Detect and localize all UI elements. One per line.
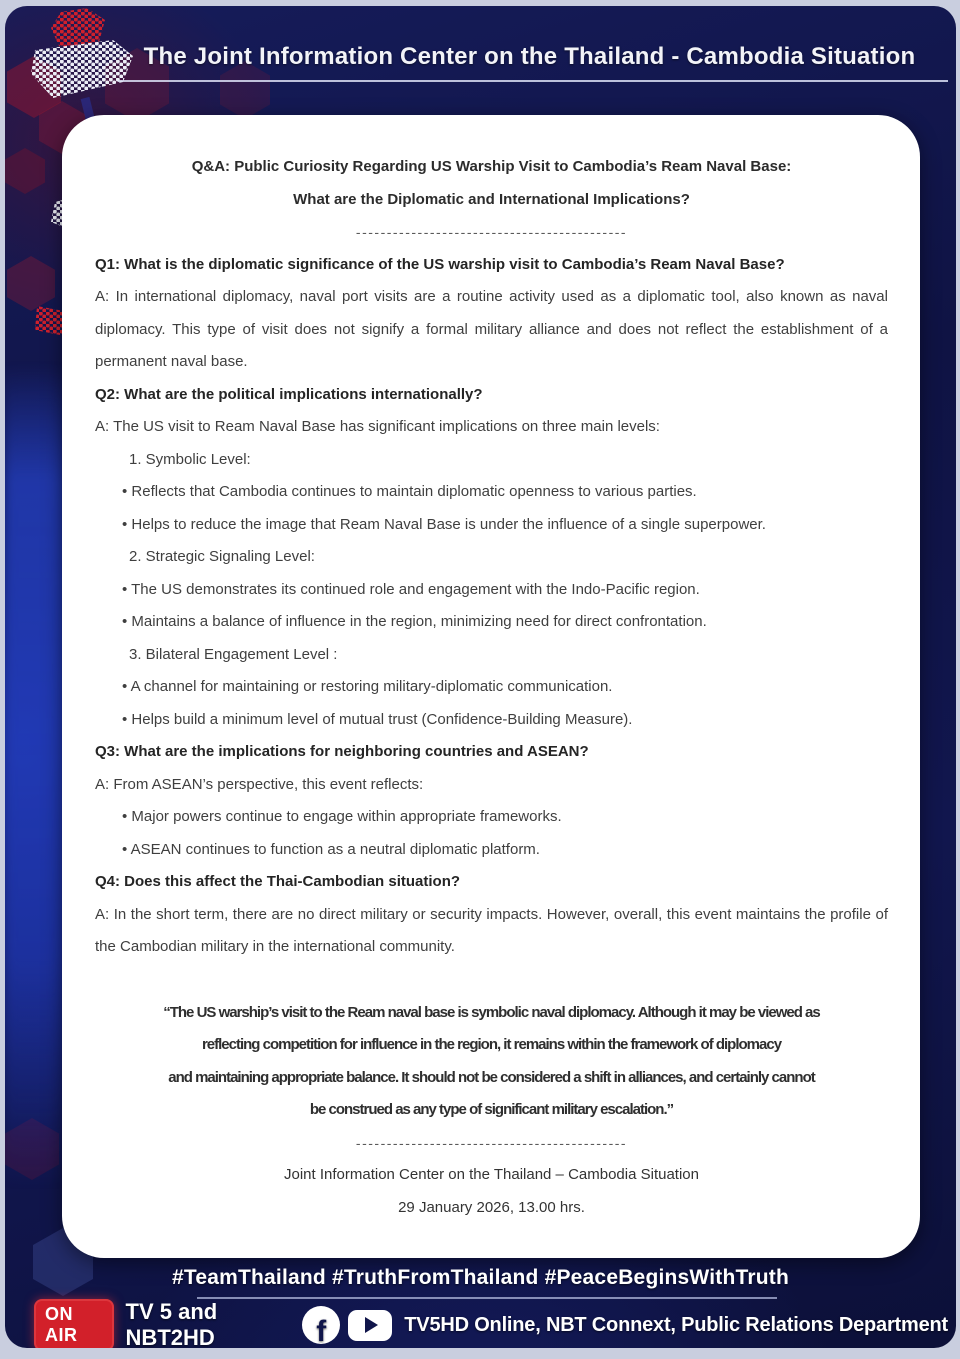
online-platforms-text: TV5HD Online, NBT Connext, Public Relations Department [404,1313,948,1336]
page-title: The Joint Information Center on the Thailand - Cambodia Situation [143,43,916,70]
facebook-icon: f [302,1306,340,1344]
card-block-bullet: • A channel for maintaining or restoring military-diplomatic communication. [122,678,613,695]
card-block-center: 29 January 2026, 13.00 hrs. [398,1198,585,1216]
left-blue-glow [5,366,65,1186]
card-block-question: Q3: What are the implications for neighboring countries and ASEAN? [95,743,589,760]
card-block-quote: “The US warship’s visit to the Ream naval base is symbolic naval diplomacy. Although it may be viewed as [163,1003,820,1021]
card-block-bullet: • Major powers continue to engage within appropriate frameworks. [122,808,562,825]
card-block-numbered: 1. Symbolic Level: [129,450,251,468]
card-block-answer: A: In international diplomacy, naval port visits are a routine activity used as a diplomatic tool, also known as naval diplomacy. This type of visit does not signify a formal military alliance and does not reflect the establishment of a permanent naval base. [95,288,888,370]
hashtags-text: #TeamThailand #TruthFromThailand #PeaceBeginsWithTruth [172,1266,789,1289]
card-block-answer: A: From ASEAN’s perspective, this event reflects: [95,775,424,793]
card-block-bullet: • Helps to reduce the image that Ream Naval Base is under the influence of a single superpower. [122,515,766,533]
hashtag-bar [5,1258,956,1298]
card-block-quote: reflecting competition for influence in the region, it remains within the framework of diplomacy [201,1036,782,1053]
card-block-bullet: • ASEAN continues to function as a neutral diplomatic platform. [122,840,540,858]
card-block-numbered: 2. Strategic Signaling Level: [129,548,315,565]
card-block-answer: A: In the short term, there are no direct military or security impacts. However, overall, this event maintains the profile of the Cambodian military in the international community. [95,905,888,955]
card-block-question: Q2: What are the political implications internationally? [95,385,483,403]
card-block-separator: -------------------------------------------- [355,1134,628,1151]
card-block-answer: A: The US visit to Ream Naval Base has significant implications on three main levels: [95,418,660,435]
card-block-quote: and maintaining appropriate balance. It should not be considered a shift in alliances, and certainly cannot [168,1068,815,1086]
card-block-center: Joint Information Center on the Thailand – Cambodia Situation [284,1166,699,1183]
on-air-badge: ON AIR [34,1299,114,1348]
header-divider [118,80,948,82]
broadcast-bar [34,1299,948,1348]
card-block-bullet: • Helps build a minimum level of mutual trust (Confidence-Building Measure). [122,710,633,728]
card-block-bullet: • The US demonstrates its continued role and engagement with the Indo-Pacific region. [122,580,700,598]
card-block-question: Q4: Does this affect the Thai-Cambodian situation? [95,873,461,890]
tv-channels-text: TV 5 and NBT2HD [125,1299,218,1348]
card-block-question: Q1: What is the diplomatic significance of the US warship visit to Cambodia’s Ream Naval Base? [95,255,785,273]
card-block-quote: be construed as any type of significant military escalation.” [309,1101,674,1118]
card-block-bullet: • Maintains a balance of influence in the region, minimizing need for direct confrontation. [122,613,707,630]
card-block-bullet: • Reflects that Cambodia continues to maintain diplomatic openness to various parties. [122,483,697,500]
card-block-title: What are the Diplomatic and International Implications? [293,190,690,208]
card-block-numbered: 3. Bilateral Engagement Level : [129,645,338,663]
card-block-title: Q&A: Public Curiosity Regarding US Warship Visit to Cambodia’s Ream Naval Base: [191,158,792,175]
card-block-separator: -------------------------------------------- [355,224,628,240]
poster-background-panel [5,6,956,1348]
qa-blocks [95,151,888,1224]
qa-card [62,115,920,1258]
youtube-icon [348,1310,392,1341]
